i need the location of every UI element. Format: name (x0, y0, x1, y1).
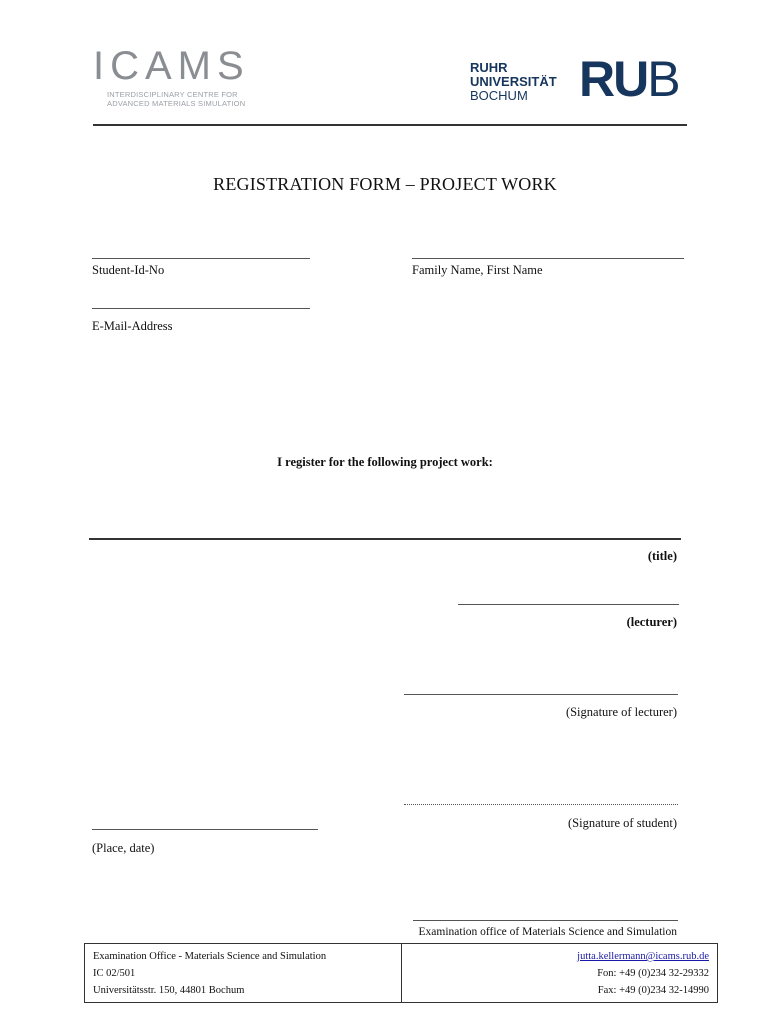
rub-text-line-1: RUHR (470, 60, 508, 75)
rub-university-name (470, 61, 557, 103)
lecturer-signature-label: (Signature of lecturer) (565, 705, 677, 719)
place-date-field-line[interactable] (92, 829, 318, 830)
project-title-field-line[interactable] (89, 538, 681, 540)
header-divider (93, 124, 687, 126)
exam-office-label: Examination office of Materials Science and Simulation (418, 926, 677, 938)
email-label: E-Mail-Address (92, 319, 173, 333)
footer-street: Universitätsstr. 150, 44801 Bochum (93, 985, 245, 996)
lecturer-field-line[interactable] (458, 604, 679, 605)
family-name-field-line[interactable] (412, 258, 684, 259)
exam-office-signature-line[interactable] (413, 920, 678, 921)
footer-room: IC 02/501 (93, 968, 136, 979)
footer-contact-box (84, 943, 718, 1003)
student-id-field-line[interactable] (92, 258, 310, 259)
page-title: REGISTRATION FORM – PROJECT WORK (213, 174, 557, 194)
student-signature-label: (Signature of student) (567, 816, 677, 830)
rub-logo-ru: RU (579, 51, 648, 107)
student-id-label: Student-Id-No (92, 263, 165, 277)
register-statement: I register for the following project work: (277, 455, 493, 469)
icams-subtitle-line-1: INTERDISCIPLINARY CENTRE FOR (107, 90, 238, 99)
icams-subtitle-line-2: ADVANCED MATERIALS SIMULATION (107, 99, 246, 108)
footer-office-name: Examination Office - Materials Science and Simulation (93, 951, 327, 962)
student-signature-line[interactable] (404, 804, 678, 805)
project-title-label: (title) (647, 549, 677, 563)
footer-fax: Fax: +49 (0)234 32-14990 (597, 985, 709, 996)
icams-logo-subtitle (107, 90, 245, 108)
email-field-line[interactable] (92, 308, 310, 309)
rub-logo (579, 51, 679, 107)
footer-address-column (85, 944, 401, 1002)
rub-logo-b: B (647, 51, 679, 107)
lecturer-label: (lecturer) (626, 615, 677, 629)
family-name-label: Family Name, First Name (412, 263, 543, 277)
footer-contact-column (401, 944, 718, 1002)
lecturer-signature-line[interactable] (404, 694, 678, 695)
rub-text-line-2: UNIVERSITÄT (470, 74, 557, 89)
footer-phone: Fon: +49 (0)234 32-29332 (597, 968, 709, 979)
footer-email-link[interactable]: jutta.kellermann@icams.rub.de (577, 951, 709, 962)
icams-logo: ICAMS (93, 44, 250, 88)
rub-text-line-3: BOCHUM (470, 88, 528, 103)
place-date-label: (Place, date) (92, 841, 155, 855)
